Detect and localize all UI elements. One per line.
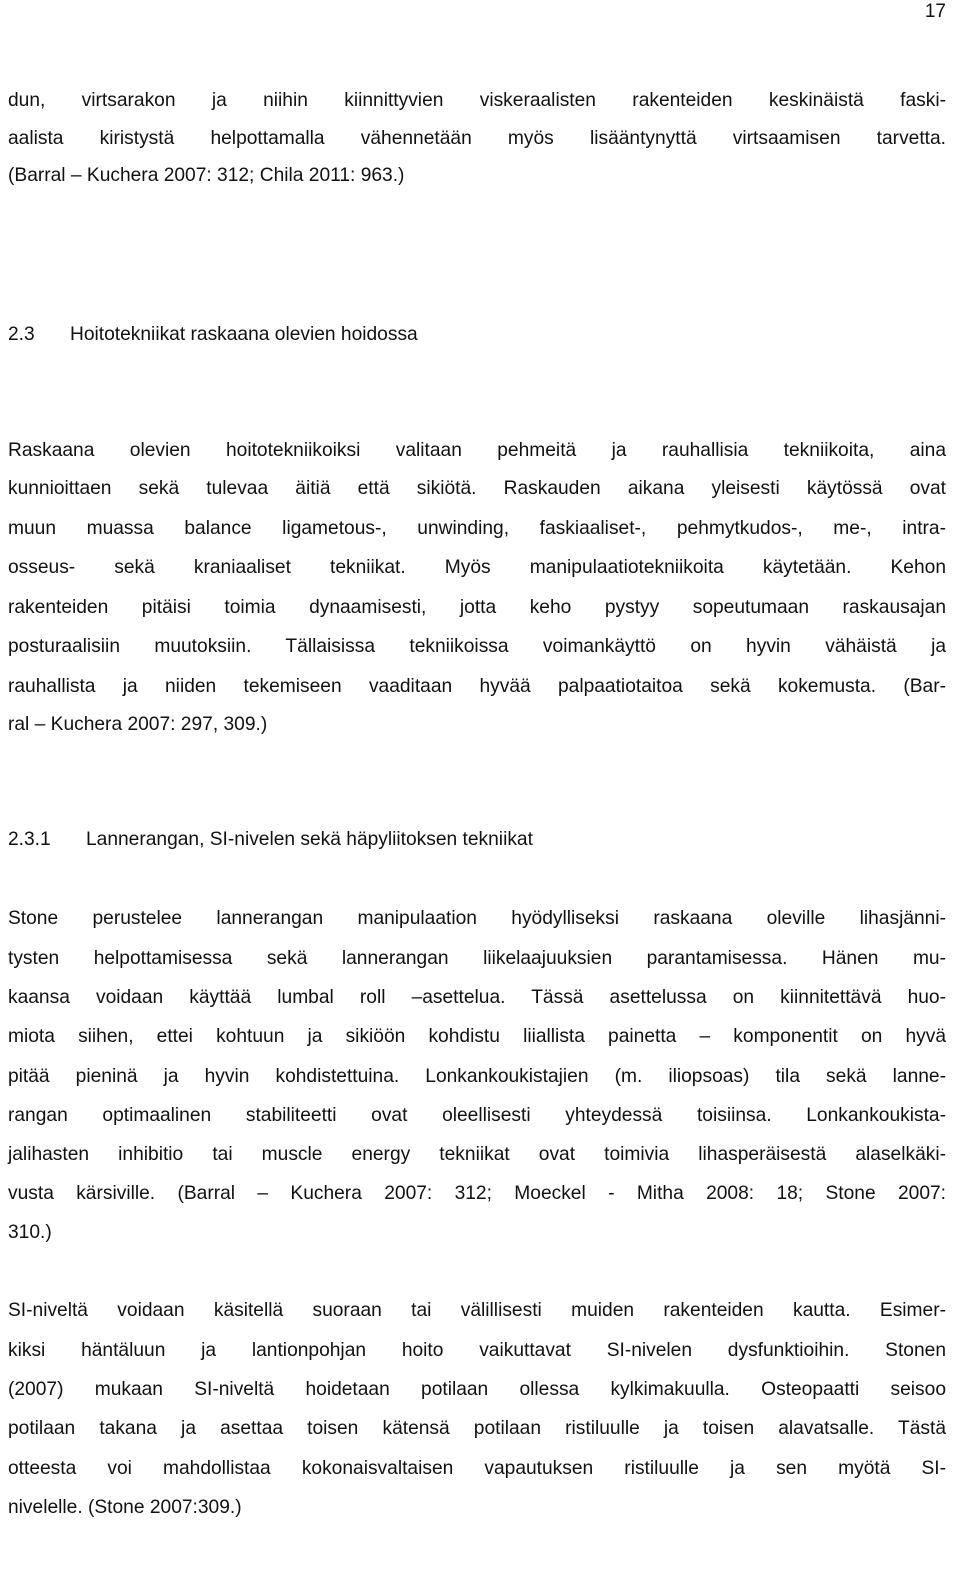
- text-line: vusta kärsiville. (Barral – Kuchera 2007: 312; Moeckel - Mitha 2008: 18; Stone 2007:: [8, 1183, 946, 1204]
- text-line: rangan optimaalinen stabiliteetti ovat oleellisesti yhteydessä toisiinsa. Lonkankoukista-: [8, 1105, 946, 1126]
- text-line: potilaan takana ja asettaa toisen kätensä potilaan ristiluulle ja toisen alavatsalle. Tästä: [8, 1418, 946, 1439]
- text-line: aalista kiristystä helpottamalla vähennetään myös lisääntynyttä virtsaamisen tarvetta.: [8, 128, 946, 149]
- text-line: rakenteiden pitäisi toimia dynaamisesti, jotta keho pystyy sopeutumaan raskausajan: [8, 597, 946, 618]
- text-line: jalihasten inhibitio tai muscle energy tekniikat ovat toimivia lihasperäisestä alaselkäki-: [8, 1144, 946, 1165]
- text-line: SI-niveltä voidaan käsitellä suoraan tai välillisesti muiden rakenteiden kautta. Esimer-: [8, 1300, 946, 1321]
- text-line: posturaalisiin muutoksiin. Tällaisissa tekniikoissa voimankäyttö on hyvin vähäistä ja: [8, 636, 946, 657]
- text-line: otteesta voi mahdollistaa kokonaisvaltaisen vapautuksen ristiluulle ja sen myötä SI-: [8, 1458, 946, 1479]
- text-line: osseus- sekä kraniaaliset tekniikat. Myös manipulaatiotekniikoita käytetään. Kehon: [8, 557, 946, 578]
- subsection-title: Lannerangan, SI-nivelen sekä häpyliitoksen tekniikat: [86, 829, 533, 850]
- text-line: (Barral – Kuchera 2007: 312; Chila 2011: 963.): [8, 165, 405, 186]
- text-line: muun muassa balance ligametous-, unwinding, faskiaaliset-, pehmytkudos-, me-, intra-: [8, 518, 946, 539]
- text-line: Raskaana olevien hoitotekniikoiksi valitaan pehmeitä ja rauhallisia tekniikoita, aina: [8, 440, 946, 461]
- text-line: kunnioittaen sekä tulevaa äitiä että sikiötä. Raskauden aikana yleisesti käytössä ovat: [8, 478, 946, 499]
- subsection-number: 2.3.1: [8, 829, 51, 850]
- text-line: kiksi häntäluun ja lantionpohjan hoito vaikuttavat SI-nivelen dysfunktioihin. Stonen: [8, 1340, 946, 1361]
- text-line: tysten helpottamisessa sekä lannerangan liikelaajuuksien parantamisessa. Hänen mu-: [8, 948, 946, 969]
- section-title: Hoitotekniikat raskaana olevien hoidossa: [70, 324, 418, 345]
- text-line: miota siihen, ettei kohtuun ja sikiöön kohdistu liiallista painetta – komponentit on hyvä: [8, 1026, 946, 1047]
- text-line: dun, virtsarakon ja niihin kiinnittyvien viskeraalisten rakenteiden keskinäistä faski-: [8, 90, 946, 111]
- section-number: 2.3: [8, 324, 35, 345]
- text-line: pitää pieninä ja hyvin kohdistettuina. Lonkankoukistajien (m. iliopsoas) tila sekä lanne-: [8, 1066, 946, 1087]
- text-line: 310.): [8, 1222, 52, 1243]
- page-number: 17: [924, 1, 946, 22]
- text-line: ral – Kuchera 2007: 297, 309.): [8, 714, 268, 735]
- text-line: (2007) mukaan SI-niveltä hoidetaan potilaan ollessa kylkimakuulla. Osteopaatti seisoo: [8, 1379, 946, 1400]
- text-line: rauhallista ja niiden tekemiseen vaaditaan hyvää palpaatiotaitoa sekä kokemusta. (Bar-: [8, 676, 946, 697]
- text-line: kaansa voidaan käyttää lumbal roll –asettelua. Tässä asettelussa on kiinnitettävä huo-: [8, 987, 946, 1008]
- text-line: nivelelle. (Stone 2007:309.): [8, 1497, 242, 1518]
- text-line: Stone perustelee lannerangan manipulaation hyödylliseksi raskaana oleville lihasjänni-: [8, 908, 946, 929]
